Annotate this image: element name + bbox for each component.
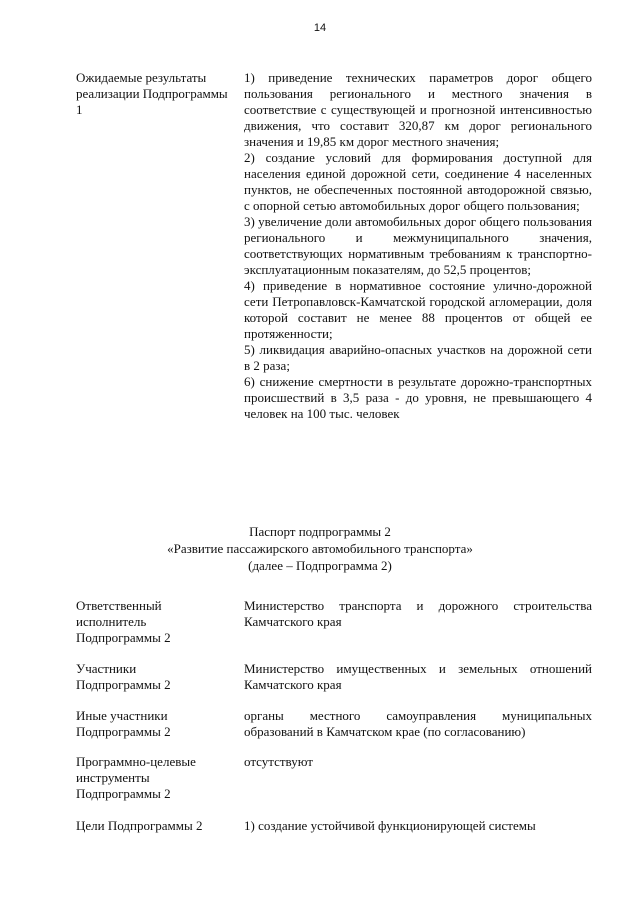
responsible-value: Министерство транспорта и дорожного строительства Камчатского края [244, 598, 592, 629]
passport-title: Паспорт подпрограммы 2 [249, 524, 391, 539]
other-participants-value: органы местного самоуправления муниципальных образований в Камчатском крае (по согласованию) [244, 708, 592, 739]
result-item-6: 6) снижение смертности в результате дорожно-транспортных происшествий в 3,5 раза - до уровня, не превышающего 4 человек на 100 тыс. человек [244, 374, 592, 421]
other-participants-label: Иные участники Подпрограммы 2 [76, 708, 171, 739]
passport-heading [0, 523, 640, 574]
result-item-5: 5) ликвидация аварийно-опасных участков на дорожной сети в 2 раза; [244, 342, 592, 373]
goals-value: 1) создание устойчивой функционирующей системы [244, 818, 536, 833]
result-item-3: 3) увеличение доли автомобильных дорог общего пользования регионального и межмуниципального значения, соответствующих нормативным требованиям к транспортно-эксплуатационным показателям, до 52,5 процентов; [244, 214, 592, 277]
participants-value: Министерство имущественных и земельных отношений Камчатского края [244, 661, 592, 692]
result-item-2: 2) создание условий для формирования доступной для населения единой дорожной сети, соединение 4 населенных пунктов, не обеспеченных постоянной автодорожной связью, с опорной сетью автомобильных дорог общего пользования; [244, 150, 592, 213]
goals-label: Цели Подпрограммы 2 [76, 818, 203, 833]
responsible-label: Ответственный исполнитель Подпрограммы 2 [76, 598, 171, 645]
expected-results-value [244, 70, 592, 422]
passport-subtitle: «Развитие пассажирского автомобильного транспорта» [167, 541, 473, 556]
page-number: 14 [313, 22, 327, 34]
result-item-4: 4) приведение в нормативное состояние улично-дорожной сети Петропавловск-Камчатской городской агломерации, доля которой составит не менее 88 процентов от общей ее протяженности; [244, 278, 592, 341]
participants-label: Участники Подпрограммы 2 [76, 661, 171, 692]
program-tools-value: отсутствуют [244, 754, 313, 769]
passport-note: (далее – Подпрограмма 2) [248, 558, 392, 573]
expected-results-label: Ожидаемые результаты реализации Подпрограммы 1 [76, 70, 228, 117]
result-item-1: 1) приведение технических параметров дорог общего пользования регионального и местного значения в соответствие с существующей и прогнозной интенсивностью движения, что составит 320,87 км дорог регионального значения и 19,85 км дорог местного значения; [244, 70, 592, 149]
program-tools-label: Программно-целевые инструменты Подпрограммы 2 [76, 754, 196, 801]
